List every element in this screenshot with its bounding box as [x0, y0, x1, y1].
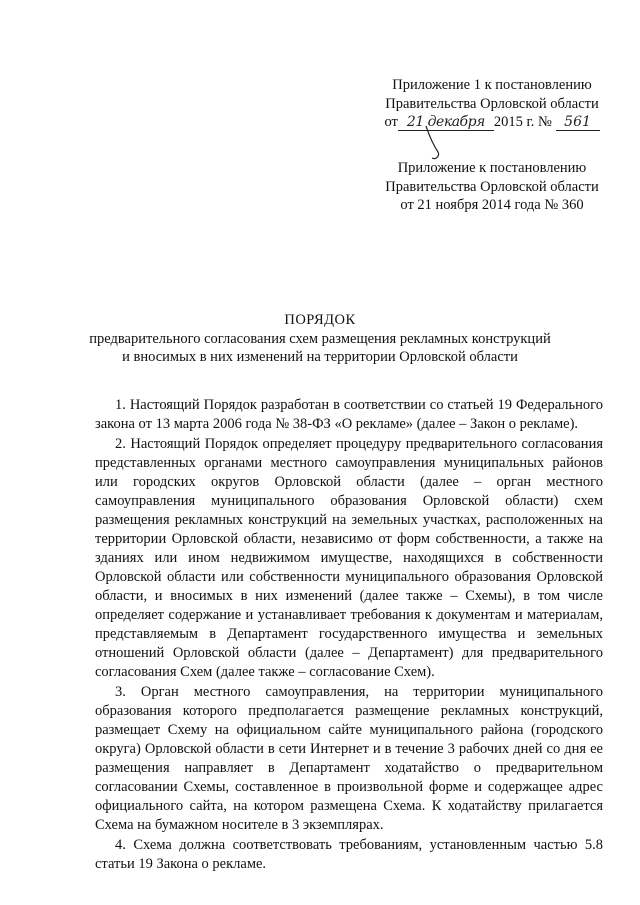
handwritten-number: 561: [556, 115, 600, 131]
appendix-1-header: [372, 76, 612, 132]
appendix-1-line-1: Приложение 1 к постановлению: [392, 77, 592, 93]
document-body: [95, 396, 603, 874]
paragraph-3: 3. Орган местного самоуправления, на территории муниципального образования которого предполагается размещение рекламных конструкций, размещает Схему на официальном сайте муниципального района (городского округа) Орловской области в сети Интернет и в течение 3 рабочих дней со дня ее размещения направляет в Департамент ходатайство о предварительном согласовании Схемы, составленное в произвольной форме и содержащее адрес официального сайта, на котором размещена Схема. К ходатайству прилагается Схема на бумажном носителе в 3 экземплярах.: [95, 684, 603, 833]
paragraph-1: 1. Настоящий Порядок разработан в соответствии со статьей 19 Федерального закона от 13 марта 2006 года № 38-ФЗ «О рекламе» (далее – Закон о рекламе).: [95, 397, 603, 432]
document-title: [80, 311, 560, 367]
appendix-1-line-3: [372, 113, 612, 132]
title-subtitle-line-1: предварительного согласования схем размещения рекламных конструкций: [89, 330, 551, 347]
paragraph-2: 2. Настоящий Порядок определяет процедуру предварительного согласования представленных органами местного самоуправления муниципальных районов или городских округов Орловской области (далее – орган местного самоуправления муниципального образования Орловской области) схем размещения рекламных конструкций на земельных участках, расположенных на территории Орловской области, независимо от форм собственности, а также на зданиях или ином недвижимом имуществе, находящихся в собственности Орловской области или собственности муниципального образования Орловской области, и вносимых в них изменений (далее также – Схемы), в том числе определяет содержание и устанавливает требования к документам и материалам, представляемым в Департамент государственного имущества и земельных отношений Орловской области (далее – Департамент) для предварительного согласования Схем (далее также – согласование Схем).: [95, 436, 603, 680]
appendix-1-line-2: Правительства Орловской области: [385, 95, 599, 112]
appendix-2-header: [372, 159, 612, 215]
appendix-2-line-1: Приложение к постановлению: [397, 160, 587, 176]
appendix-2-line-2: Правительства Орловской области: [385, 178, 599, 195]
paragraph-4: 4. Схема должна соответствовать требованиям, установленным частью 5.8 статьи 19 Закона о рекламе.: [95, 837, 603, 872]
year-text: 2015 г. №: [493, 114, 552, 130]
date-prefix: от: [384, 114, 398, 130]
title-main: ПОРЯДОК: [284, 312, 356, 328]
handwritten-date: 21 декабря: [398, 115, 494, 131]
title-subtitle-line-2: и вносимых в них изменений на территории Орловской области: [122, 349, 518, 365]
appendix-2-line-3: от 21 ноября 2014 года № 360: [400, 197, 584, 213]
